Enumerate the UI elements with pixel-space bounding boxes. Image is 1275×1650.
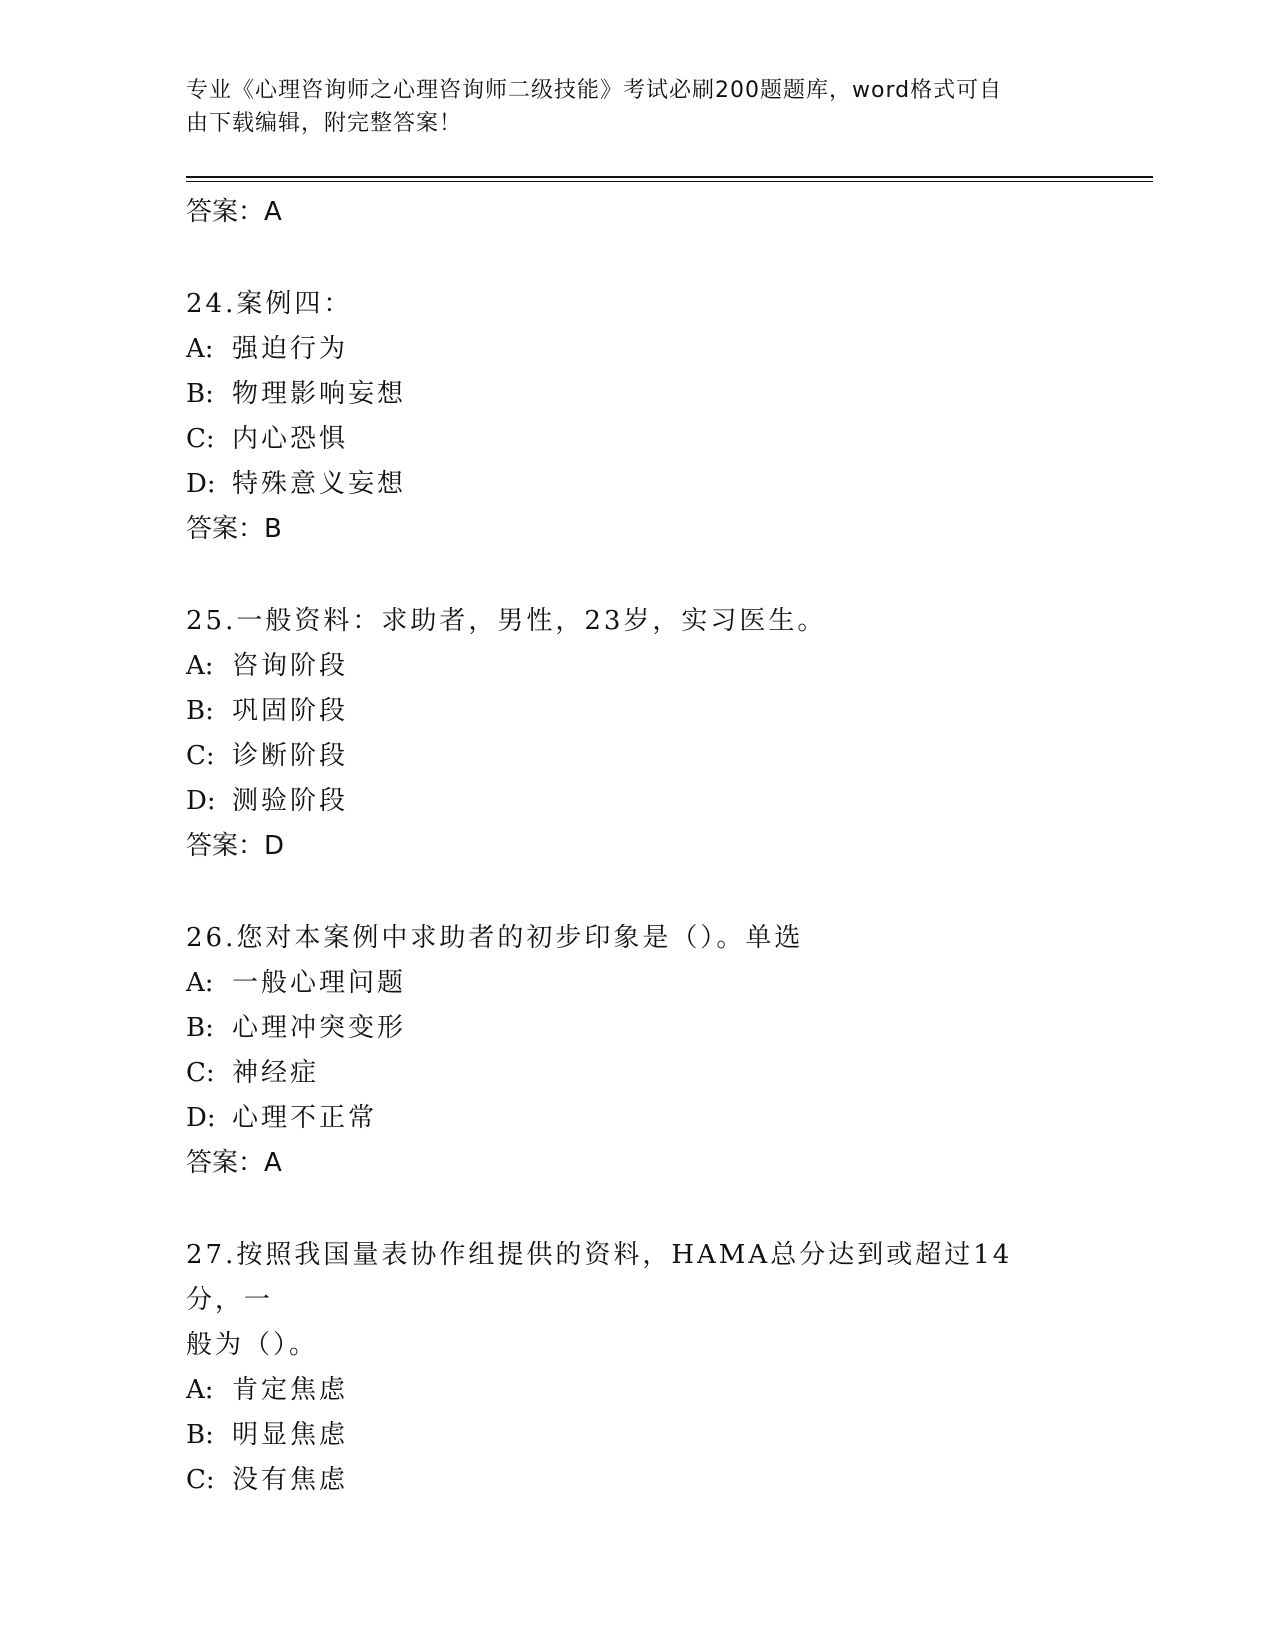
option-letter: D: <box>186 786 216 816</box>
question-text: 24.案例四： <box>186 289 353 319</box>
option-text: 没有焦虑 <box>232 1465 349 1495</box>
option-letter: B: <box>186 379 214 409</box>
option-text: 巩固阶段 <box>232 696 349 726</box>
question-text: 般为（）。 <box>186 1330 319 1360</box>
option-letter: B: <box>186 1013 214 1043</box>
option-text: 明显焦虑 <box>232 1420 349 1450</box>
option-item <box>186 372 1066 417</box>
option-text: 心理不正常 <box>232 1103 378 1133</box>
answer-line: 答案：B <box>186 514 282 544</box>
option-text: 内心恐惧 <box>232 424 349 454</box>
option-letter: D: <box>186 1103 216 1133</box>
option-text: 特殊意义妄想 <box>232 469 407 499</box>
option-item <box>186 689 1066 734</box>
option-item <box>186 1368 1066 1413</box>
option-letter: D: <box>186 469 216 499</box>
option-letter: A: <box>186 968 214 998</box>
option-item <box>186 779 1066 824</box>
option-item <box>186 327 1066 372</box>
question-block <box>186 1233 1066 1503</box>
question-text: 26.您对本案例中求助者的初步印象是（）。单选 <box>186 923 804 953</box>
option-text: 心理冲突变形 <box>232 1013 407 1043</box>
header-line-1: 专业《心理咨询师之心理咨询师二级技能》考试必刷200题题库，word格式可自 <box>186 78 1003 103</box>
answer-line: 答案：A <box>186 1148 282 1178</box>
option-letter: B: <box>186 696 214 726</box>
question-text: 25.一般资料：求助者，男性，23岁，实习医生。 <box>186 606 827 636</box>
option-letter: A: <box>186 334 214 364</box>
option-item <box>186 417 1066 462</box>
option-text: 一般心理问题 <box>232 968 407 998</box>
option-item <box>186 734 1066 779</box>
option-item <box>186 1413 1066 1458</box>
document-header <box>186 74 1056 140</box>
option-text: 强迫行为 <box>232 334 349 364</box>
header-divider-thick <box>186 176 1153 178</box>
option-item <box>186 644 1066 689</box>
question-text: 27.按照我国量表协作组提供的资料，HAMA总分达到或超过14分，一 <box>186 1240 1013 1315</box>
option-letter: C: <box>186 424 215 454</box>
questions-container <box>186 282 1066 1503</box>
option-letter: C: <box>186 1058 215 1088</box>
answer-line: 答案：A <box>186 197 282 227</box>
question-block <box>186 599 1066 869</box>
option-item <box>186 462 1066 507</box>
option-item <box>186 1051 1066 1096</box>
option-item <box>186 1006 1066 1051</box>
answer-line: 答案：D <box>186 831 285 861</box>
option-letter: C: <box>186 1465 215 1495</box>
question-list <box>186 190 1066 1503</box>
option-text: 物理影响妄想 <box>232 379 407 409</box>
option-text: 诊断阶段 <box>232 741 349 771</box>
option-text: 咨询阶段 <box>232 651 349 681</box>
question-block <box>186 916 1066 1186</box>
option-letter: C: <box>186 741 215 771</box>
option-text: 测验阶段 <box>232 786 349 816</box>
option-text: 神经症 <box>232 1058 320 1088</box>
header-divider-thin <box>186 181 1153 182</box>
option-letter: A: <box>186 1375 214 1405</box>
option-item <box>186 1096 1066 1141</box>
option-item <box>186 1458 1066 1503</box>
option-letter: B: <box>186 1420 214 1450</box>
header-line-2: 由下载编辑，附完整答案！ <box>186 111 463 136</box>
option-letter: A: <box>186 651 214 681</box>
question-block <box>186 282 1066 552</box>
option-text: 肯定焦虑 <box>232 1375 349 1405</box>
option-item <box>186 961 1066 1006</box>
